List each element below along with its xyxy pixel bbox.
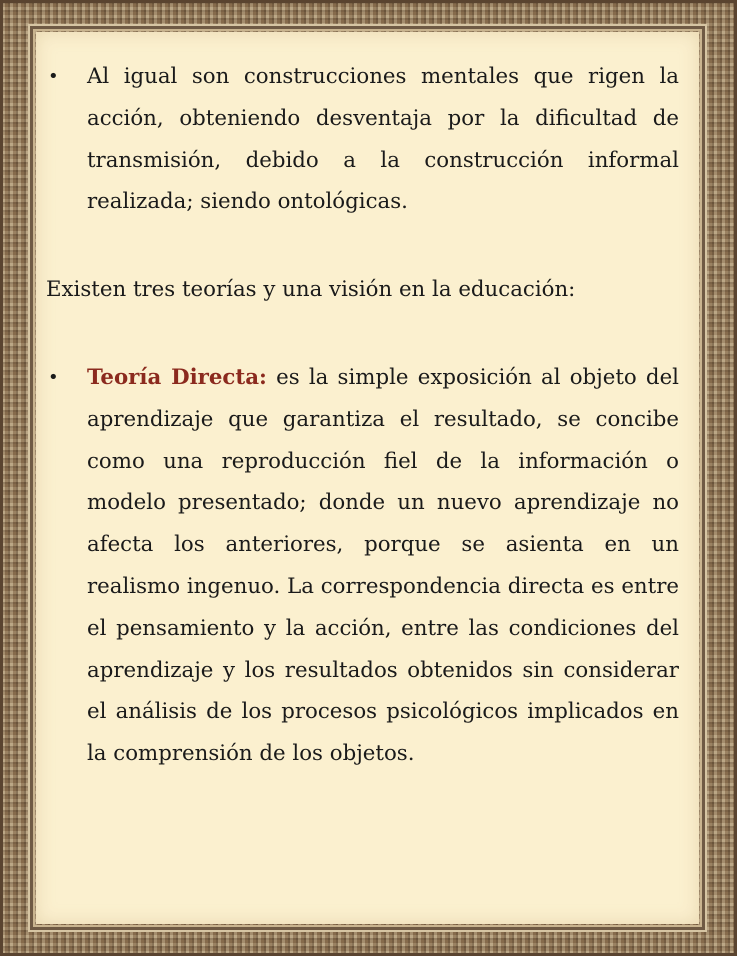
paragraph-spacer [46, 311, 679, 357]
paragraph-text: Al igual son construcciones mentales que rigen la acción, obteniendo desventaja por la dificultad de transmisión, debido a la construcción informal realizada; siendo ontológicas. [87, 64, 679, 215]
bullet-marker: • [48, 66, 59, 87]
bullet-paragraph-construcciones [46, 56, 679, 223]
paragraph-text: es la simple exposición al objeto del aprendizaje que garantiza el resultado, se concibe como una reproducción fiel de la información o modelo presentado; donde un nuevo aprendizaje no afecta los anteriores, porque se asienta en un realismo ingenuo. La correspondencia directa es entre el pensamiento y la acción, entre las condiciones del aprendizaje y los resultados obtenidos sin considerar el análisis de los procesos psicológicos implicados en la comprensión de los objetos. [87, 364, 679, 767]
slide-content [46, 56, 679, 775]
paragraph-spacer [46, 223, 679, 269]
bullet-marker: • [48, 366, 59, 388]
term-heading: Teoría Directa: [87, 364, 267, 390]
bullet-paragraph-teoria-directa [46, 357, 679, 775]
intro-paragraph: Existen tres teorías y una visión en la educación: [46, 277, 576, 303]
page [36, 32, 699, 924]
